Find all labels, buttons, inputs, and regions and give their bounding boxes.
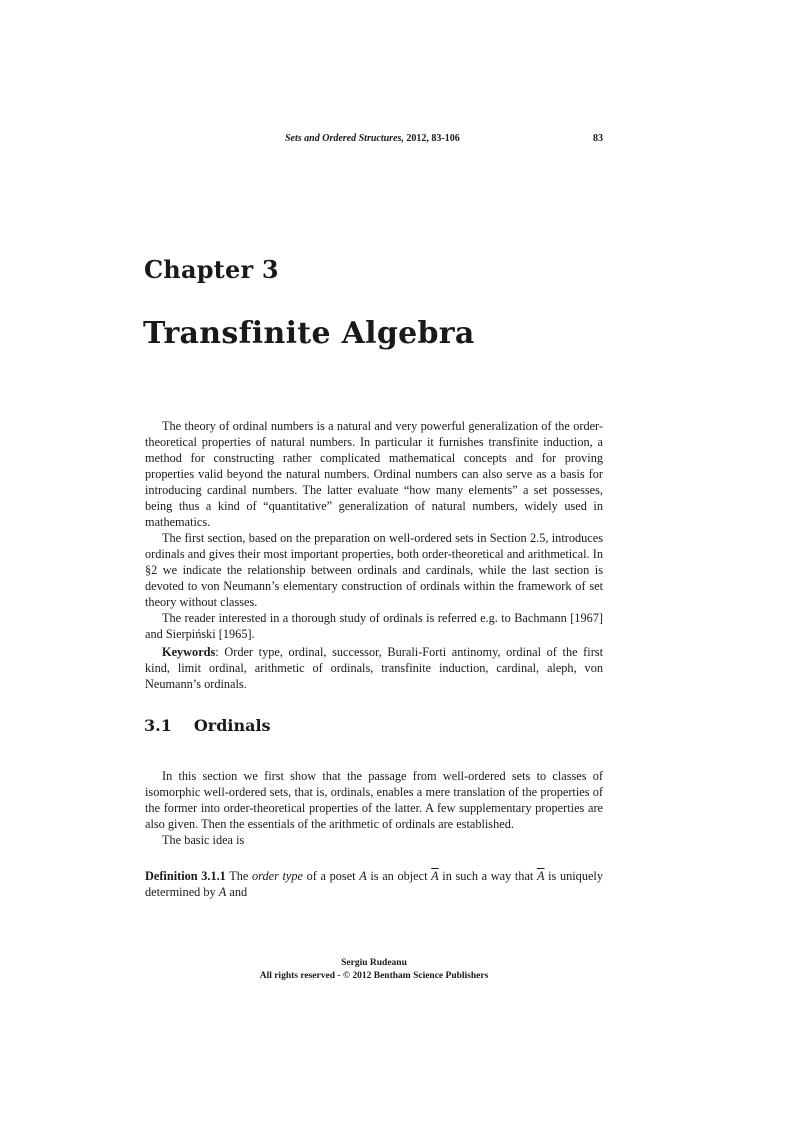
variable-a-2: A xyxy=(218,885,227,899)
section-paragraph-1: In this section we first show that the passage from well-ordered sets to classes of isomorphic well-ordered sets, that is, ordinals, enables a mere translation of the properties of the former into order-theoretical properties of the latter. A few supplementary properties are also given. Then the essentials of the arithmetic of ordinals are established. xyxy=(145,769,603,831)
footer-author: Sergiu Rudeanu xyxy=(341,958,407,968)
keywords-block xyxy=(145,644,603,692)
section-title: Ordinals xyxy=(193,716,271,735)
chapter-label: Chapter 3 xyxy=(144,255,279,284)
footer-rights: All rights reserved - © 2012 Bentham Science Publishers xyxy=(259,971,489,981)
variable-a: A xyxy=(359,869,367,883)
section-body xyxy=(145,768,603,848)
page-footer xyxy=(145,957,603,983)
chapter-introduction xyxy=(145,418,603,642)
journal-name: Sets and Ordered Structures, xyxy=(285,133,404,144)
definition-text-1: The xyxy=(225,869,253,883)
keywords-label: Keywords xyxy=(162,645,216,659)
keywords-paragraph xyxy=(145,644,603,692)
variable-a-bar: $\overline{A}$ xyxy=(431,869,439,883)
definition-label: Definition 3.1.1 xyxy=(145,869,226,883)
journal-citation xyxy=(285,133,460,144)
definition-text-3: is an object xyxy=(366,869,432,883)
keywords-list: : Order type, ordinal, successor, Burali-Forti antinomy, ordinal of the first kind, limit ordinal, arithmetic of ordinals, transfinite induction, cardinal, aleph, von Neumann’s ordinals. xyxy=(145,645,603,691)
definition-paragraph xyxy=(145,868,603,900)
variable-a-bar-2: $\overline{A}$ xyxy=(536,869,545,883)
chapter-title: Transfinite Algebra xyxy=(143,316,475,351)
definition-text-2: of a poset xyxy=(303,869,360,883)
definition-text-4: in such a way that xyxy=(438,869,537,883)
definition-text-5: is uniquely determined by xyxy=(145,869,603,899)
intro-paragraph-2: The first section, based on the preparation on well-ordered sets in Section 2.5, introduces ordinals and gives their most important properties, both order-theoretical and arithmetical. In §2 we indicate the relationship between ordinals and cardinals, while the last section is devoted to von Neumann’s elementary construction of ordinals within the framework of set theory without classes. xyxy=(145,531,603,609)
page-number: 83 xyxy=(593,133,603,144)
definition-block xyxy=(145,868,603,900)
definition-text-6: and xyxy=(226,885,248,899)
journal-year-pages: 2012, 83-106 xyxy=(403,133,460,144)
intro-paragraph-3: The reader interested in a thorough study of ordinals is referred e.g. to Bachmann [1967] and Sierpiński [1965]. xyxy=(145,611,603,641)
section-number: 3.1 xyxy=(144,716,172,735)
intro-paragraph-1: The theory of ordinal numbers is a natural and very powerful generalization of the order-theoretical properties of natural numbers. In particular it furnishes transfinite induction, a method for constructing rather complicated mathematical concepts and for proving properties valid beyond the natural numbers. Ordinal numbers can also serve as a basis for introducing cardinal numbers. The latter evaluate “how many elements” a set possesses, being thus a kind of “quantitative” generalization of natural numbers, widely used in mathematics. xyxy=(145,419,603,529)
section-paragraph-2: The basic idea is xyxy=(162,833,245,847)
definition-term: order type xyxy=(252,869,304,883)
section-heading xyxy=(144,716,271,735)
